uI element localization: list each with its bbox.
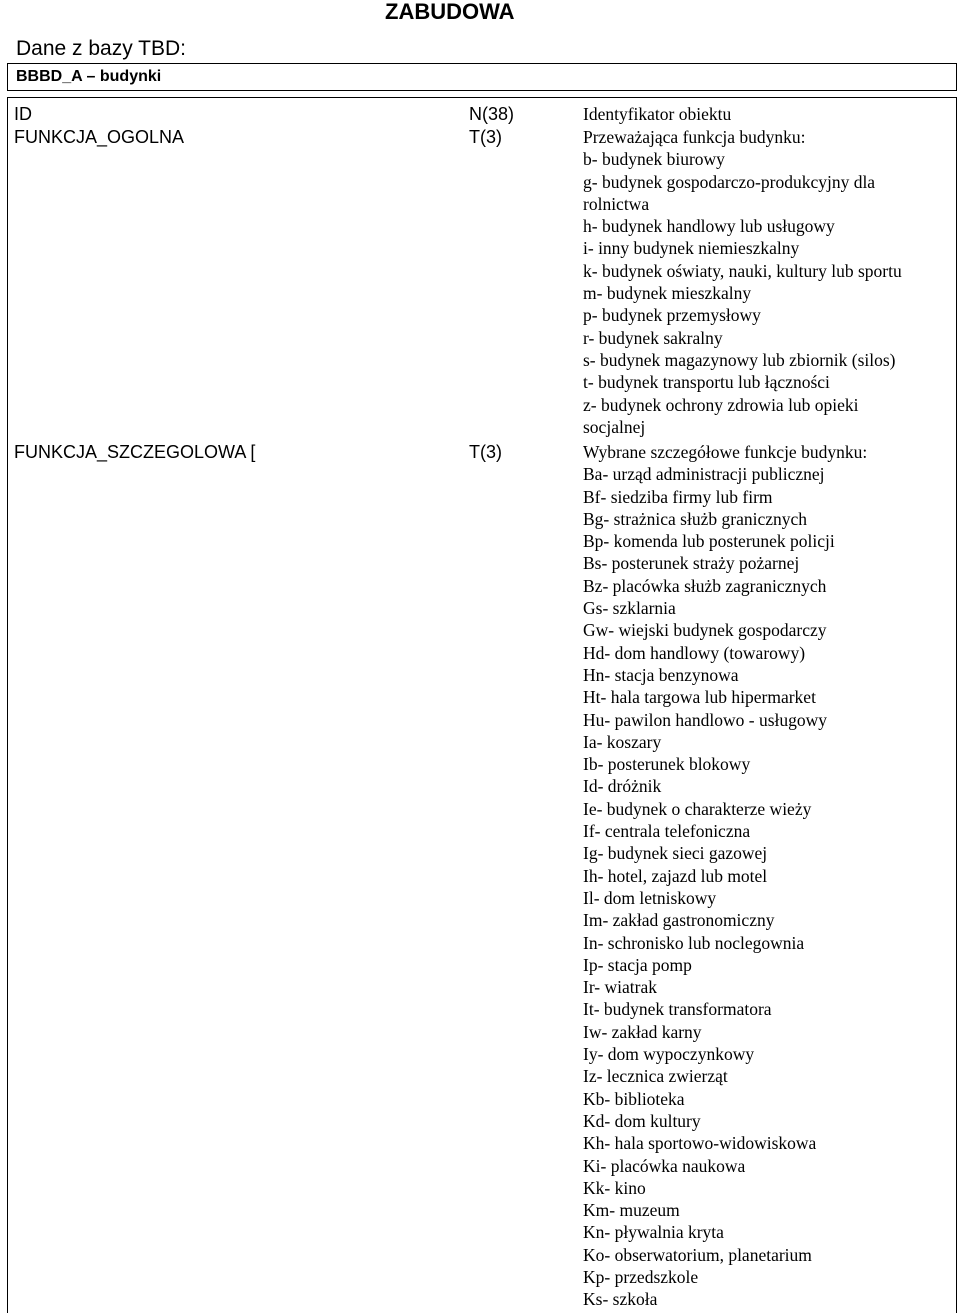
description-line: Km- muzeum	[583, 1200, 680, 1221]
description-line: Kd- dom kultury	[583, 1110, 701, 1131]
description-line: h- budynek handlowy lub usługowy	[583, 216, 835, 237]
description-line: Ko- obserwatorium, planetarium	[583, 1244, 812, 1265]
description-line: Ks- szkoła	[583, 1289, 658, 1310]
description-line: Hn- stacja benzynowa	[583, 664, 739, 685]
description-line: Bz- placówka służb zagranicznych	[583, 575, 827, 596]
attribute-description	[583, 103, 955, 125]
description-line: Kb- biblioteka	[583, 1088, 685, 1109]
description-line: Kh- hala sportowo-widowiskowa	[583, 1133, 817, 1154]
description-line: Kp- przedszkole	[583, 1266, 699, 1287]
description-line: k- budynek oświaty, nauki, kultury lub sportu	[583, 260, 902, 281]
description-line: Hd- dom handlowy (towarowy)	[583, 642, 806, 663]
description-line: Kk- kino	[583, 1177, 646, 1198]
description-line: Przeważająca funkcja budynku:	[583, 127, 806, 147]
description-line: Ir- wiatrak	[583, 977, 657, 998]
description-line: Wybrane szczegółowe funkcje budynku:	[583, 442, 868, 462]
attribute-table	[7, 97, 957, 1313]
description-line: m- budynek mieszkalny	[583, 283, 752, 304]
attribute-name: ID	[14, 104, 32, 124]
description-line: Ih- hotel, zajazd lub motel	[583, 865, 768, 886]
description-line: i- inny budynek niemieszkalny	[583, 238, 800, 259]
description-line: Hu- pawilon handlowo - usługowy	[583, 709, 828, 730]
description-line: rolnictwa	[583, 193, 650, 214]
description-line: Bs- posterunek straży pożarnej	[583, 553, 800, 574]
description-line: Iy- dom wypoczynkowy	[583, 1044, 755, 1065]
description-line: Ht- hala targowa lub hipermarket	[583, 687, 816, 708]
description-line: If- centrala telefoniczna	[583, 821, 751, 842]
description-line: Identyfikator obiektu	[583, 104, 732, 124]
table-name: BBBD_A – budynki	[16, 68, 162, 85]
page-title: ZABUDOWA	[385, 0, 515, 24]
description-line: Iz- lecznica zwierząt	[583, 1066, 728, 1087]
attribute-type: T(3)	[469, 127, 502, 147]
description-line: Ie- budynek o charakterze wieży	[583, 798, 812, 819]
attribute-name: FUNKCJA_OGOLNA	[14, 127, 185, 147]
description-line: Iw- zakład karny	[583, 1021, 702, 1042]
description-line: In- schronisko lub noclegownia	[583, 932, 805, 953]
table-header-box	[7, 63, 957, 91]
description-line: b- budynek biurowy	[583, 149, 725, 170]
attribute-type: N(38)	[469, 104, 515, 124]
description-line: Gw- wiejski budynek gospodarczy	[583, 620, 827, 641]
description-line: Ib- posterunek blokowy	[583, 754, 751, 775]
description-line: socjalnej	[583, 416, 646, 437]
description-line: Im- zakład gastronomiczny	[583, 910, 775, 931]
description-line: p- budynek przemysłowy	[583, 305, 761, 326]
attribute-type: T(3)	[469, 442, 502, 462]
description-line: s- budynek magazynowy lub zbiornik (silos)	[583, 349, 896, 370]
description-line: t- budynek transportu lub łączności	[583, 372, 830, 393]
description-line: Bg- strażnica służb granicznych	[583, 508, 808, 529]
description-line: It- budynek transformatora	[583, 999, 772, 1020]
description-line: Ia- koszary	[583, 731, 662, 752]
description-line: Kn- pływalnia kryta	[583, 1222, 724, 1243]
description-line: r- budynek sakralny	[583, 327, 723, 348]
description-line: Gs- szklarnia	[583, 598, 676, 619]
description-line: Il- dom letniskowy	[583, 887, 717, 908]
description-line: Bf- siedziba firmy lub firm	[583, 486, 773, 507]
attribute-description	[583, 126, 955, 438]
attribute-description	[583, 441, 955, 1311]
description-line: g- budynek gospodarczo-produkcyjny dla	[583, 171, 876, 192]
description-line: z- budynek ochrony zdrowia lub opieki	[583, 394, 859, 415]
description-line: Bp- komenda lub posterunek policji	[583, 531, 835, 552]
description-line: Ba- urząd administracji publicznej	[583, 464, 825, 485]
attribute-name: FUNKCJA_SZCZEGOLOWA [	[14, 442, 256, 462]
description-line: Ig- budynek sieci gazowej	[583, 843, 768, 864]
description-line: Id- dróżnik	[583, 776, 662, 797]
description-line: Ki- placówka naukowa	[583, 1155, 746, 1176]
source-label: Dane z bazy TBD:	[16, 37, 187, 60]
description-line: Ip- stacja pomp	[583, 954, 692, 975]
